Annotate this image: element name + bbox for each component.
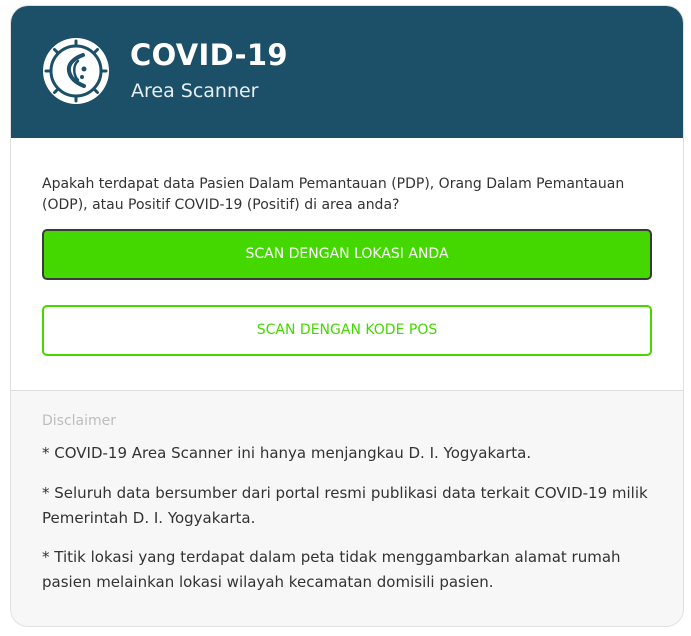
scan-section xyxy=(11,138,683,391)
app-header xyxy=(11,6,683,138)
disclaimer-title: Disclaimer xyxy=(42,413,117,429)
disclaimer-item: * COVID-19 Area Scanner ini hanya menjangkau D. I. Yogyakarta. xyxy=(42,444,532,462)
virus-icon xyxy=(42,37,110,105)
scanner-card xyxy=(10,5,684,627)
app-subtitle: Area Scanner xyxy=(131,80,259,102)
disclaimer-item: * Titik lokasi yang terdapat dalam peta tidak menggambarkan alamat rumah pasien melainkan lokasi wilayah kecamatan domisili pasien. xyxy=(42,548,621,591)
app-title: COVID-19 xyxy=(130,38,288,72)
disclaimer-item: * Seluruh data bersumber dari portal resmi publikasi data terkait COVID-19 milik Pemerintah D. I. Yogyakarta. xyxy=(42,484,648,527)
scan-question: Apakah terdapat data Pasien Dalam Pemantauan (PDP), Orang Dalam Pemantauan (ODP), atau Positif COVID-19 (Positif) di area anda? xyxy=(42,176,625,213)
scan-postcode-button[interactable]: SCAN DENGAN KODE POS xyxy=(42,305,652,356)
scan-location-button[interactable]: SCAN DENGAN LOKASI ANDA xyxy=(42,229,652,280)
disclaimer-section xyxy=(11,391,683,627)
